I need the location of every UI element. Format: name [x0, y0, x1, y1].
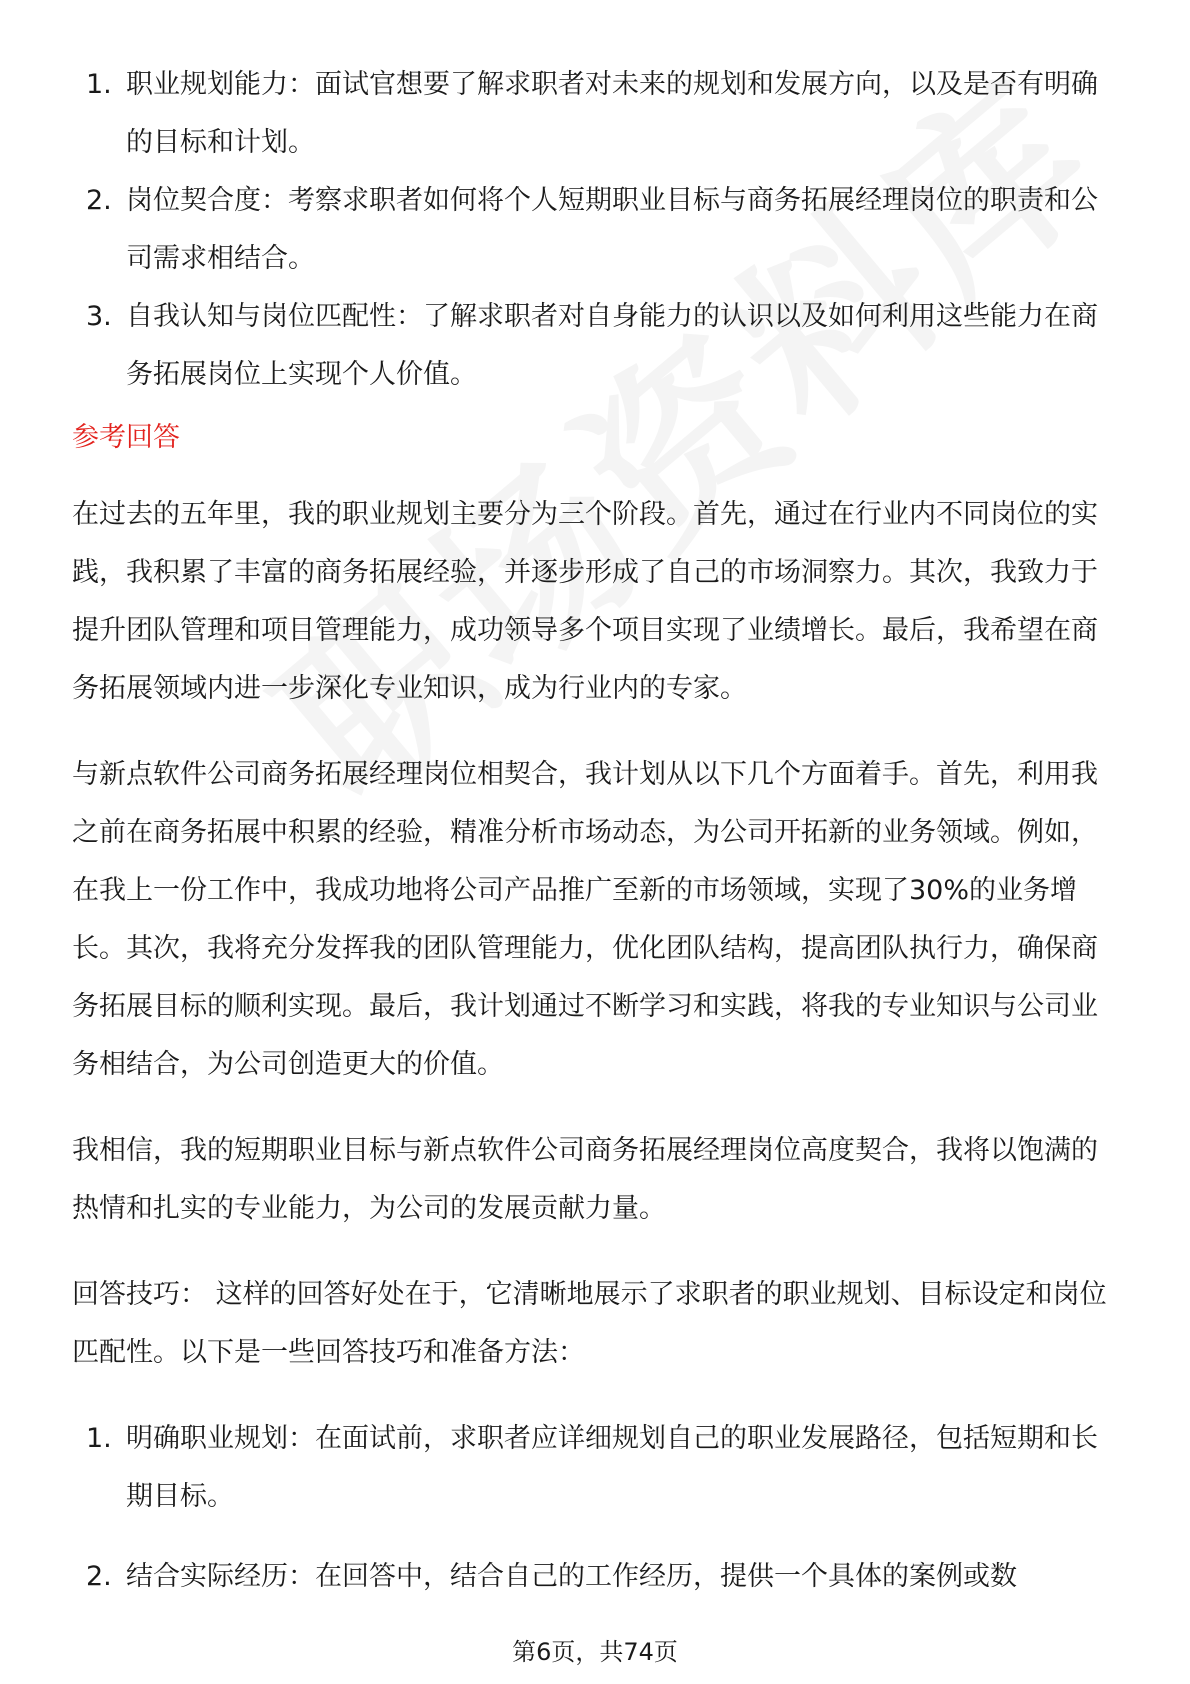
tips-intro-paragraph: 回答技巧： 这样的回答好处在于，它清晰地展示了求职者的职业规划、目标设定和岗位匹配性。以下是一些回答技巧和准备方法： [72, 1279, 1107, 1368]
list-item-text: 岗位契合度：考察求职者如何将个人短期职业目标与商务拓展经理岗位的职责和公司需求相结合。 [126, 185, 1098, 274]
answer-paragraph: 在过去的五年里，我的职业规划主要分为三个阶段。首先，通过在行业内不同岗位的实践，我积累了丰富的商务拓展经验，并逐步形成了自己的市场洞察力。其次，我致力于提升团队管理和项目管理能力，成功领导多个项目实现了业绩增长。最后，我希望在商务拓展领域内进一步深化专业知识，成为行业内的专家。 [72, 499, 1098, 704]
list-item-text: 自我认知与岗位匹配性：了解求职者对自身能力的认识以及如何利用这些能力在商务拓展岗位上实现个人价值。 [126, 301, 1098, 390]
reference-answer-heading: 参考回答 [72, 422, 180, 453]
answer-paragraph: 与新点软件公司商务拓展经理岗位相契合，我计划从以下几个方面着手。首先，利用我之前在商务拓展中积累的经验，精准分析市场动态，为公司开拓新的业务领域。例如，在我上一份工作中，我成功地将公司产品推广至新的市场领域，实现了30%的业务增长。其次，我将充分发挥我的团队管理能力，优化团队结构，提高团队执行力，确保商务拓展目标的顺利实现。最后，我计划通过不断学习和实践，将我的专业知识与公司业务相结合，为公司创造更大的价值。 [72, 759, 1098, 1080]
list-item [72, 1410, 1122, 1526]
list-item-number: 1. [86, 1423, 112, 1454]
tips-list [72, 1410, 1122, 1606]
answer-paragraph: 我相信，我的短期职业目标与新点软件公司商务拓展经理岗位高度契合，我将以饱满的热情和扎实的专业能力，为公司的发展贡献力量。 [72, 1135, 1098, 1224]
list-item-text: 结合实际经历：在回答中，结合自己的工作经历，提供一个具体的案例或数 [126, 1561, 1017, 1592]
list-item [72, 1548, 1122, 1606]
list-item [72, 172, 1122, 288]
list-item-number: 1. [86, 69, 112, 100]
list-item-number: 2. [86, 185, 112, 216]
list-item-text: 职业规划能力：面试官想要了解求职者对未来的规划和发展方向，以及是否有明确的目标和计划。 [126, 69, 1098, 158]
list-item [72, 288, 1122, 404]
list-item [72, 56, 1122, 172]
document-page [72, 56, 1122, 1606]
list-item-text: 明确职业规划：在面试前，求职者应详细规划自己的职业发展路径，包括短期和长期目标。 [126, 1423, 1098, 1512]
list-item-number: 3. [86, 301, 112, 332]
list-item-number: 2. [86, 1561, 112, 1592]
page-footer: 第6页，共74页 [512, 1638, 678, 1666]
evaluation-points-list [72, 56, 1122, 404]
